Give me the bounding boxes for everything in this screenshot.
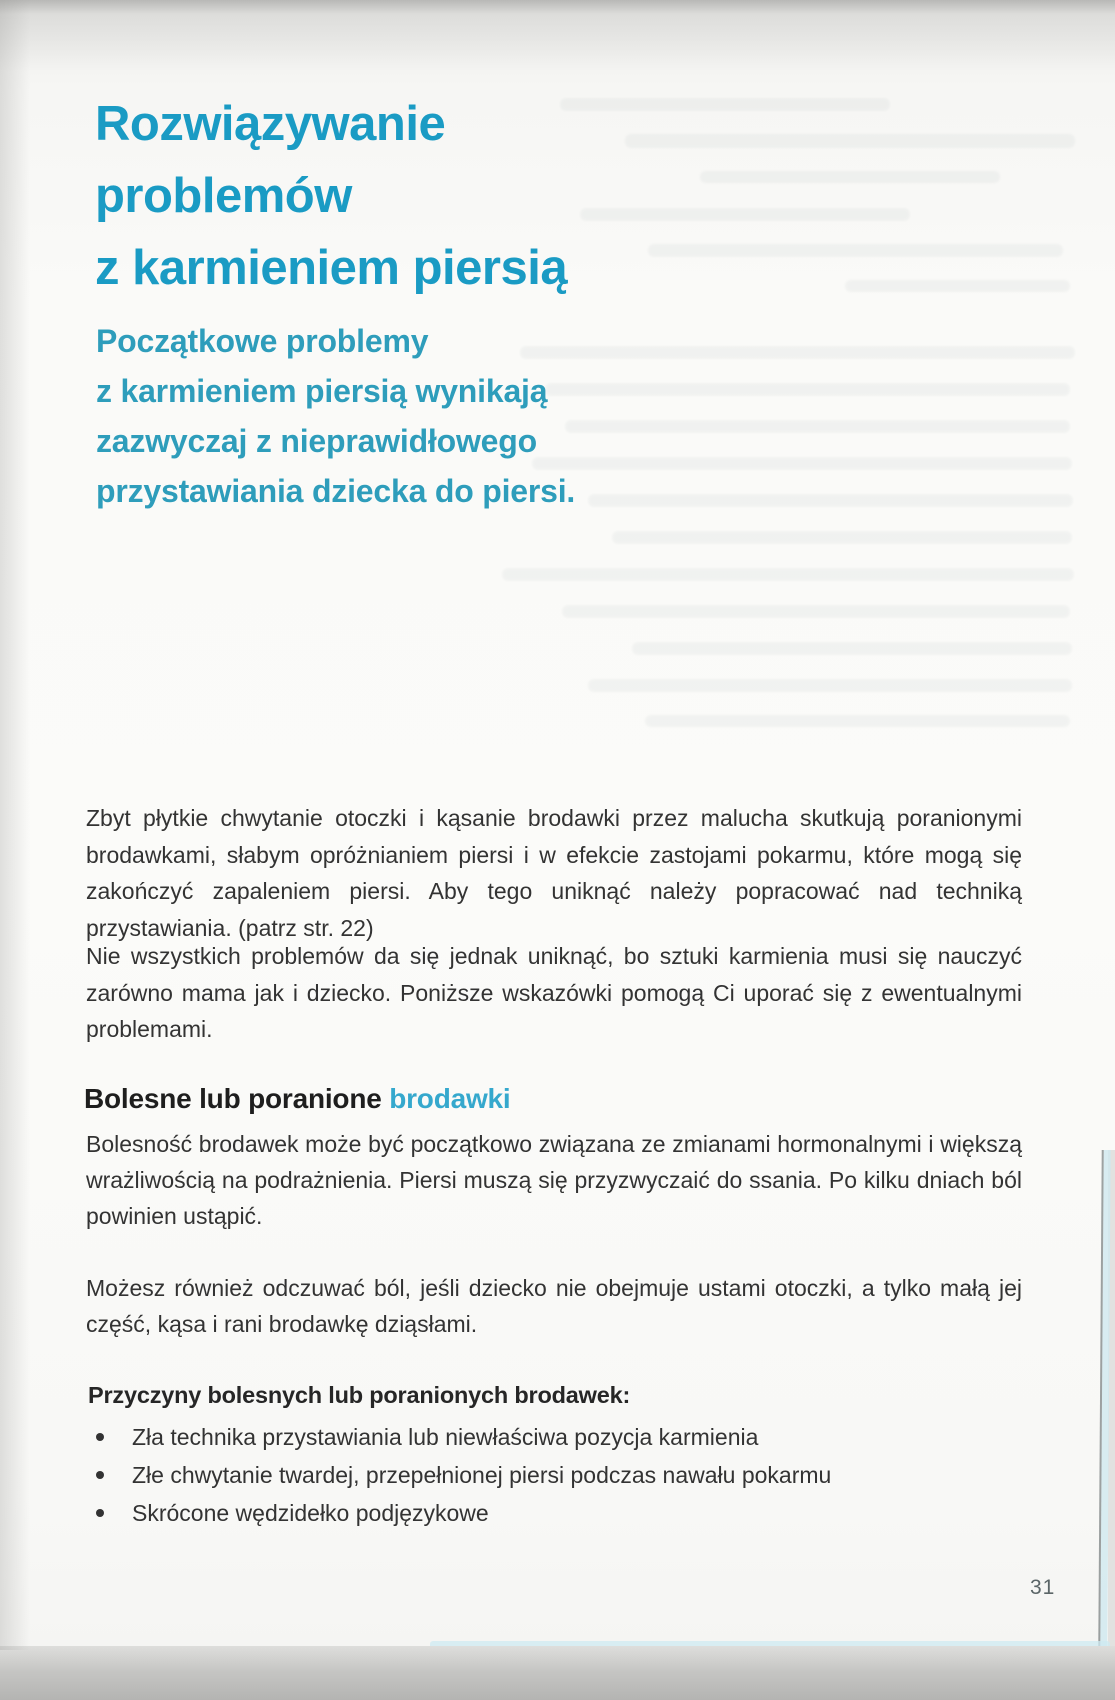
lead-line: przystawiania dziecka do piersi. [96, 473, 576, 509]
lead-paragraph [96, 316, 575, 516]
causes-heading: Przyczyny bolesnych lub poranionych brodawek: [88, 1382, 631, 1408]
section-heading-teal: brodawki [389, 1083, 511, 1114]
list-item [88, 1463, 1008, 1487]
list-item-text: Zła technika przystawiania lub niewłaściwa pozycja karmienia [132, 1424, 759, 1450]
section-paragraph-2: Możesz również odczuwać ból, jeśli dziecko nie obejmuje ustami otoczki, a tylko małą jej część, kąsa i rani brodawkę dziąsłami. [86, 1275, 1022, 1337]
page-number: 31 [1030, 1576, 1056, 1599]
section-paragraph-1: Bolesność brodawek może być początkowo związana ze zmianami hormonalnymi i większą wrażliwością na podrażnienia. Piersi muszą się przyzwyczaić do ssania. Po kilku dniach ból powinien ustąpić. [86, 1131, 1022, 1229]
list-item [88, 1425, 1008, 1449]
list-item-text: Skrócone wędzidełko podjęzykowe [132, 1500, 489, 1526]
section-heading [84, 1083, 511, 1115]
list-item [88, 1501, 1008, 1525]
list-item-text: Złe chwytanie twardej, przepełnionej piersi podczas nawału pokarmu [132, 1462, 832, 1488]
scan-shadow-left [0, 0, 30, 1650]
chapter-title-line: z karmieniem piersią [95, 241, 568, 295]
bullet-icon [96, 1471, 104, 1479]
bullet-icon [96, 1433, 104, 1441]
chapter-title [95, 88, 567, 304]
intro-paragraph-1: Zbyt płytkie chwytanie otoczki i kąsanie brodawki przez malucha skutkują poranionymi brodawkami, słabym opróżnianiem piersi i w efekcie zastojami pokarmu, które mogą się zakończyć zapaleniem piersi. Aby tego uniknąć należy popracować nad techniką przystawiania. (patrz str. 22) [86, 805, 1022, 941]
intro-paragraph-2: Nie wszystkich problemów da się jednak uniknąć, bo sztuki karmienia musi się nauczyć zarówno mama jak i dziecko. Poniższe wskazówki pomogą Ci uporać się z ewentualnymi problemami. [86, 943, 1022, 1042]
lead-line: z karmieniem piersią wynikają [96, 373, 548, 409]
bullet-icon [96, 1509, 104, 1517]
lead-line: zazwyczaj z nieprawidłowego [96, 423, 537, 459]
chapter-title-line: problemów [95, 169, 352, 223]
scan-shadow-top [0, 0, 1115, 72]
lead-line: Początkowe problemy [96, 323, 429, 359]
scanner-background [0, 1646, 1115, 1700]
causes-list [88, 1425, 1008, 1539]
chapter-title-line: Rozwiązywanie [95, 97, 446, 151]
section-heading-black: Bolesne lub poranione [84, 1083, 382, 1114]
